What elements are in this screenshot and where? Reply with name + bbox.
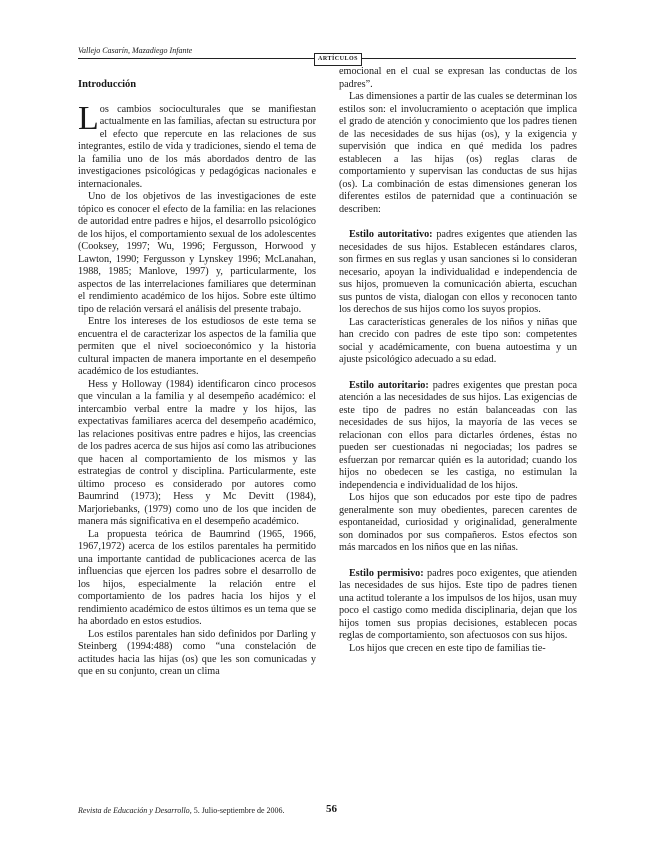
paragraph: emocional en el cual se expresan las conductas de los padres”. — [339, 66, 577, 90]
journal-issue: , 5. Julio-septiembre de 2006. — [189, 806, 285, 815]
paragraph: Hess y Holloway (1984) identificaron cinco procesos que vinculan a la familia y al desempeño académico: el intercambio verbal entre la madre y los hijos, las expectativas familiares acerca del desempeño académico, las relaciones positivas entre padres e hijos, las creencias de los padres acerca de sus hijos así como las atribuciones que hacen al comportamiento de los mismos y las estrategias de control y disciplina. Particularmente, este último proceso es considerado por autores como Baumrind (1973); Hess y Mc Devitt (1984), Marjoriebanks, (1979) como uno de los que inciden de manera más significativa en el desempeño académico. — [78, 378, 316, 527]
paragraph: Las características generales de los niños y niñas que han crecido con padres de este tipo son: competentes social y académicamente, con buena autoestima y un ajuste psicológico adecuado a su edad. — [339, 316, 577, 365]
style-term: Estilo permisivo: — [349, 567, 424, 579]
style-term: Estilo autoritativo: — [349, 229, 433, 240]
style-permissive-paragraph — [339, 568, 577, 643]
style-authoritarian-paragraph — [339, 380, 577, 493]
left-column — [78, 66, 316, 679]
footer-journal — [78, 806, 285, 815]
page-number: 56 — [326, 803, 337, 815]
paragraph: Los hijos que son educados por este tipo de padres generalmente son muy obedientes, parecen carentes de espontaneidad, curiosidad y originalidad, generalmente son dominados por sus compañeros. Estos efectos son más marcados en los niños que en las niñas. — [339, 492, 577, 553]
paragraph: Entre los intereses de los estudiosos de este tema se encuentra el de caracterizar los aspectos de la familia que permiten que el nivel socioeconómico y la historia cultural impacten de manera importante en el desempeño académico de los estudiantes. — [78, 316, 316, 377]
drop-cap: L — [78, 99, 99, 137]
style-authoritative-paragraph — [339, 229, 577, 317]
paragraph: Uno de los objetivos de las investigaciones de este tópico es conocer el efecto de la familia: en las relaciones de autoridad entre padres e hijos, el desarrollo psicológico de los hijos, el comportamiento sexual de los adolescentes (Cooksey, 1997; Wu, 1996; Fergusson, Horwood y Lawton, 1990; Fergusson y Lynskey 1996; McLanahan, 1988, 1985; Manlove, 1997) y, particularmente, los aspectos de las interrelaciones familiares que determinan el rendimiento académico de los hijos. Sobre este último tipo de relación versará el análisis del presente trabajo. — [78, 191, 316, 315]
style-description: padres exigentes que prestan poca atención a las necesidades de sus hijos. Las exigencias de este tipo de padres no están balanceadas con las necesidades de sus hijos, la mayoría de las veces se relacionan con ellos para dictarles órdenes, éstas no pueden ser cuestionadas ni negociadas; los padres se esfuerzan por remarcar quién es la autoridad; cuando los hijos no obedecen se les castiga, no estimulan la independencia e individualidad de los hijos. — [339, 379, 577, 491]
style-description: padres poco exigentes, que atienden las necesidades de sus hijos. Este tipo de padres tienen una actitud tolerante a los impulsos de los hijos, usan muy poco el castigo como medida disciplinaria, dejan que los hijos tomen sus propias decisiones, establecen pocas reglas de comportamiento, son afectuosos con sus hijos. — [339, 567, 577, 641]
journal-name: Revista de Educación y Desarrollo — [78, 806, 190, 815]
intro-paragraph-text: os cambios socioculturales que se manifiestan actualmente en las familias, afectan su estructura por el efecto que repercute en las relaciones de sus integrantes, estilo de vida y tradiciones, siendo el tema de la familia uno de los más abordados dentro de las investigaciones psicológicas y pedagógicas nacionales e internacionales. — [78, 103, 316, 190]
intro-paragraph — [78, 99, 316, 192]
paragraph: Las dimensiones a partir de las cuales se determinan los estilos son: el involucramiento o aceptación que implica el grado de atención y conocimiento que los padres tienen de las necesidades de sus hijas (os), y la exigencia y supervisión que indica en qué medida los padres establecen a las hijas (os) reglas claras de comportamiento y supervisan las conductas de sus hijas (os). La combinación de estas dimensiones generan los diferentes estilos de paternidad que a continuación se describen: — [339, 91, 577, 215]
right-column — [339, 66, 577, 655]
style-description: padres exigentes que atienden las necesidades de sus hijos. Establecen estándares claros, son firmes en sus reglas y usan sanciones si lo consideran necesario, apoyan la individualidad e independencia de sus hijos, promueven la comunicación abierta, escuchan sus puntos de vista, dialogan con ellos y reconocen tanto los derechos de sus hijos como los suyos propios. — [339, 229, 577, 315]
paragraph: Los hijos que crecen en este tipo de familias tie- — [349, 642, 546, 654]
paragraph: La propuesta teórica de Baumrind (1965, 1966, 1967,1972) acerca de los estilos parentales ha permitido una importante cantidad de publicaciones acerca de las influencias que ejercen los padres sobre el desarrollo de los hijos, especialmente la relación entre el comportamiento de los padres hacia los hijos y el rendimiento académico de estos últimos es un tema que se ha abordado en estos estudios. — [78, 528, 316, 627]
header-authors: Vallejo Casarín, Mazadiego Infante — [78, 46, 193, 55]
section-tab: ARTÍCULOS — [314, 53, 362, 66]
style-term: Estilo autoritario: — [349, 379, 429, 391]
section-heading: Introducción — [78, 79, 137, 90]
paragraph: Los estilos parentales han sido definidos por Darling y Steinberg (1994:488) como “una constelación de actitudes hacia las hijas (os) que les son comunicadas y que en su conjunto, crean un clima — [78, 628, 316, 677]
